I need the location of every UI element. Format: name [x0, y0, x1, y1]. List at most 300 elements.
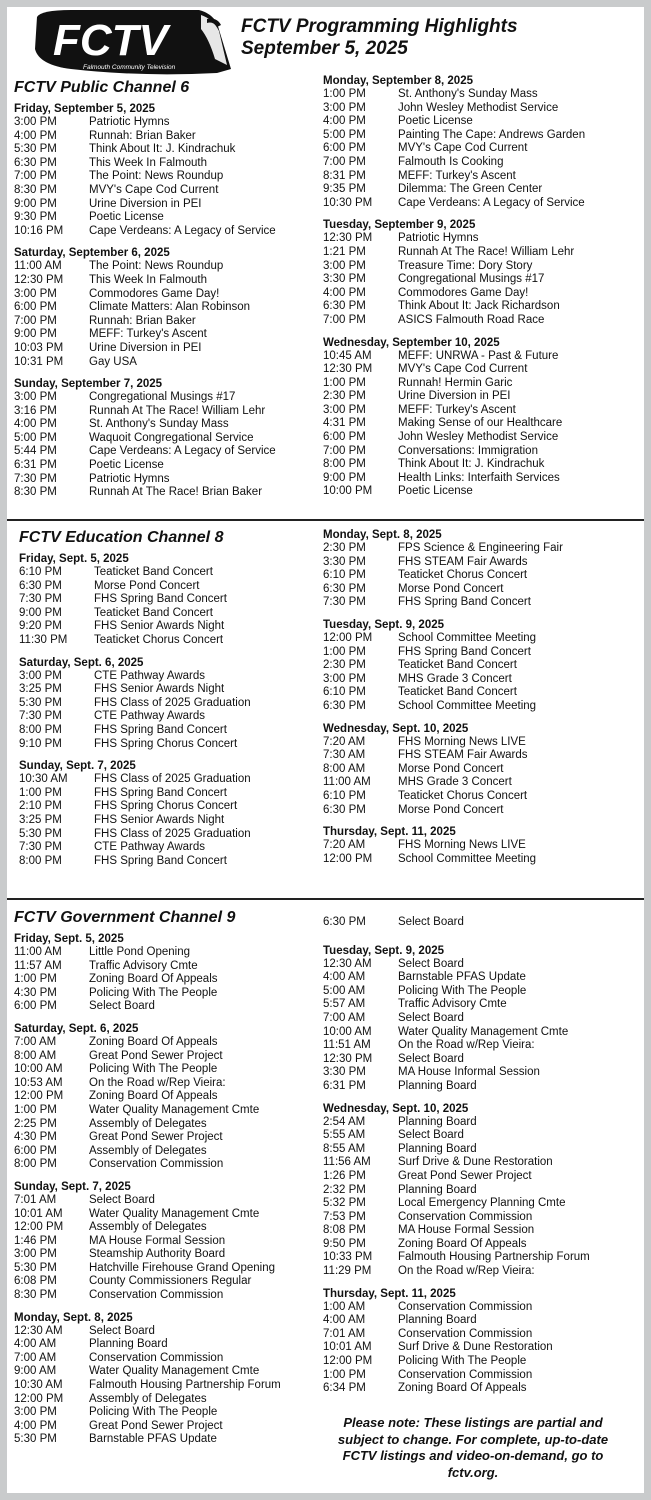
- program-title: St. Anthony's Sunday Mass: [89, 418, 229, 431]
- program-title: FHS Class of 2025 Graduation: [94, 696, 251, 709]
- program-title: Gay USA: [89, 355, 137, 368]
- schedule-row: [323, 673, 641, 687]
- schedule-row: [14, 405, 319, 419]
- program-title: FHS Spring Band Concert: [94, 854, 227, 867]
- schedule-row: [323, 1251, 641, 1265]
- day-heading: Monday, September 8, 2025: [323, 75, 473, 87]
- schedule-row: [323, 431, 641, 445]
- program-title: Morse Pond Concert: [398, 762, 504, 775]
- air-time: 4:00 AM: [323, 971, 366, 984]
- program-title: Making Sense of our Healthcare: [398, 417, 563, 430]
- channel9-right-continued: [323, 916, 641, 930]
- program-title: Patriotic Hymns: [398, 232, 479, 245]
- air-time: 12:30 PM: [323, 1052, 373, 1065]
- air-time: 3:25 PM: [19, 813, 62, 826]
- program-title: Select Board: [398, 1011, 464, 1024]
- schedule-row: [323, 260, 641, 274]
- schedule-row: [14, 260, 319, 274]
- program-title: Morse Pond Concert: [94, 579, 200, 592]
- program-title: MEFF: Turkey's Ascent: [89, 328, 207, 341]
- air-time: 8:30 PM: [14, 1289, 57, 1302]
- program-title: On the Road w/Rep Vieira:: [89, 1076, 226, 1089]
- program-title: Runnah At The Race! William Lehr: [398, 245, 575, 258]
- channel9-left-list: [14, 932, 319, 1447]
- air-time: 5:30 PM: [14, 143, 57, 156]
- schedule-row: [323, 1184, 641, 1198]
- schedule-row: [323, 1129, 641, 1143]
- air-time: 9:00 PM: [19, 606, 62, 619]
- schedule-row: [323, 853, 641, 867]
- program-title: Water Quality Management Cmte: [89, 1207, 260, 1220]
- schedule-row: [14, 1131, 319, 1145]
- schedule-row: [19, 841, 319, 855]
- air-time: 1:00 PM: [14, 973, 57, 986]
- program-title: FHS Spring Band Concert: [94, 723, 227, 736]
- schedule-row: [323, 1224, 641, 1238]
- air-time: 6:10 PM: [323, 569, 366, 582]
- program-title: ASICS Falmouth Road Race: [398, 313, 545, 326]
- air-time: 7:01 AM: [14, 1193, 57, 1206]
- air-time: 10:31 PM: [14, 355, 64, 368]
- air-time: 10:16 PM: [14, 224, 64, 237]
- program-title: Planning Board: [398, 1079, 477, 1092]
- air-time: 6:10 PM: [323, 789, 366, 802]
- schedule-row: [14, 157, 319, 171]
- air-time: 7:00 AM: [14, 1351, 57, 1364]
- air-time: 3:00 PM: [323, 259, 366, 272]
- schedule-row: [19, 620, 319, 634]
- section-divider: [7, 898, 644, 900]
- program-title: FHS STEAM Fair Awards: [398, 749, 528, 762]
- air-time: 5:57 AM: [323, 998, 366, 1011]
- program-title: Urine Diversion in PEI: [89, 197, 202, 210]
- air-time: 12:30 PM: [323, 363, 373, 376]
- section-divider: [7, 519, 644, 521]
- schedule-row: [14, 1248, 319, 1262]
- air-time: 3:00 PM: [19, 669, 62, 682]
- air-time: 7:00 PM: [323, 155, 366, 168]
- schedule-row: [14, 328, 319, 342]
- air-time: 10:30 AM: [14, 1379, 63, 1392]
- schedule-page: [7, 7, 644, 1493]
- schedule-row: [323, 763, 641, 777]
- air-time: 12:00 PM: [323, 852, 373, 865]
- channel9-right-list: [323, 944, 641, 1396]
- schedule-row: [323, 1328, 641, 1342]
- air-time: 3:30 PM: [323, 1066, 366, 1079]
- program-title: CTE Pathway Awards: [94, 669, 206, 682]
- schedule-row: [323, 686, 641, 700]
- program-title: Assembly of Delegates: [89, 1392, 207, 1405]
- schedule-row: [14, 130, 319, 144]
- air-time: 5:55 AM: [323, 1129, 366, 1142]
- schedule-row: [14, 1000, 319, 1014]
- day-heading: Saturday, September 6, 2025: [14, 247, 170, 260]
- schedule-row: [323, 659, 641, 673]
- program-title: FPS Science & Engineering Fair: [398, 542, 563, 554]
- program-title: Think About It: Jack Richardson: [398, 300, 560, 313]
- schedule-row: [323, 1026, 641, 1040]
- channel8-left: [19, 528, 319, 868]
- air-time: 12:00 PM: [14, 1392, 64, 1405]
- program-title: Teaticket Chorus Concert: [94, 633, 224, 646]
- program-title: MVY's Cape Cod Current: [398, 363, 528, 376]
- schedule-row: [19, 593, 319, 607]
- schedule-row: [14, 1118, 319, 1132]
- air-time: 6:10 PM: [323, 686, 366, 699]
- schedule-row: [14, 211, 319, 225]
- program-title: FHS Spring Chorus Concert: [94, 800, 238, 813]
- air-time: 4:00 PM: [14, 129, 57, 142]
- schedule-row: [323, 1012, 641, 1026]
- schedule-row: [19, 773, 319, 787]
- program-title: Patriotic Hymns: [89, 472, 170, 485]
- program-title: Planning Board: [398, 1183, 477, 1196]
- program-title: Cape Verdeans: A Legacy of Service: [398, 196, 585, 209]
- air-time: 1:00 PM: [323, 1368, 366, 1381]
- program-title: Select Board: [89, 1193, 155, 1206]
- air-time: 2:32 PM: [323, 1183, 366, 1196]
- program-title: FHS Spring Band Concert: [398, 645, 531, 658]
- schedule-row: [323, 232, 641, 246]
- schedule-row: [14, 1145, 319, 1159]
- schedule-row: [323, 300, 641, 314]
- program-title: Congregational Musings #17: [398, 273, 545, 286]
- schedule-row: [323, 1039, 641, 1053]
- program-title: Zoning Board Of Appeals: [89, 1090, 218, 1103]
- program-title: Policing With The People: [398, 1355, 527, 1368]
- schedule-row: [14, 1194, 319, 1208]
- schedule-row: [14, 1275, 319, 1289]
- schedule-row: [14, 486, 319, 500]
- program-title: CTE Pathway Awards: [94, 841, 206, 854]
- program-title: Barnstable PFAS Update: [398, 971, 526, 984]
- air-time: 8:30 PM: [14, 486, 57, 499]
- program-title: Select Board: [398, 1129, 464, 1142]
- air-time: 12:00 PM: [323, 1355, 373, 1368]
- schedule-row: [14, 987, 319, 1001]
- schedule-row: [323, 485, 641, 499]
- channel9-right: [323, 916, 641, 1396]
- schedule-row: [14, 225, 319, 239]
- schedule-row: [19, 787, 319, 801]
- schedule-row: [14, 1208, 319, 1222]
- schedule-row: [323, 1341, 641, 1355]
- air-time: 11:51 AM: [323, 1039, 371, 1052]
- schedule-row: [323, 1170, 641, 1184]
- air-time: 7:00 PM: [323, 444, 366, 457]
- air-time: 7:01 AM: [323, 1327, 366, 1340]
- air-time: 7:30 PM: [19, 593, 62, 606]
- air-time: 2:25 PM: [14, 1117, 57, 1130]
- program-title: Local Emergency Planning Cmte: [398, 1197, 566, 1210]
- schedule-row: [14, 170, 319, 184]
- schedule-row: [323, 183, 641, 197]
- program-title: Conservation Commission: [398, 1300, 533, 1313]
- day-heading: Friday, Sept. 5, 2025: [19, 553, 129, 565]
- air-time: 11:00 AM: [323, 776, 371, 789]
- air-time: 12:00 PM: [323, 631, 373, 644]
- air-time: 9:00 PM: [14, 197, 57, 210]
- program-title: Conservation Commission: [398, 1368, 533, 1381]
- channel6-title: FCTV Public Channel 6: [14, 79, 190, 96]
- schedule-row: [14, 274, 319, 288]
- air-time: 2:30 PM: [323, 542, 366, 554]
- air-time: 3:00 PM: [323, 101, 366, 114]
- air-time: 3:00 PM: [14, 1248, 57, 1261]
- schedule-row: [14, 1433, 319, 1447]
- program-title: Teaticket Band Concert: [398, 659, 517, 672]
- air-time: 12:00 PM: [14, 1090, 64, 1103]
- logo-text: FCTV: [53, 16, 168, 65]
- air-time: 10:00 AM: [14, 1063, 63, 1076]
- program-title: Conservation Commission: [89, 1158, 224, 1171]
- program-title: FHS Morning News LIVE: [398, 839, 526, 852]
- program-title: County Commissioners Regular: [89, 1275, 252, 1288]
- schedule-row: [323, 1066, 641, 1080]
- air-time: 6:00 PM: [14, 1144, 57, 1157]
- program-title: School Committee Meeting: [398, 699, 537, 712]
- program-title: Think About It: J. Kindrachuk: [398, 458, 545, 471]
- schedule-row: [19, 855, 319, 869]
- day-heading: Thursday, Sept. 11, 2025: [323, 826, 456, 839]
- schedule-row: [323, 314, 641, 328]
- air-time: 5:30 PM: [19, 696, 62, 709]
- program-title: FHS Spring Band Concert: [94, 593, 227, 606]
- schedule-row: [14, 1420, 319, 1434]
- program-title: FHS Spring Band Concert: [94, 786, 227, 799]
- program-title: Runnah At The Race! William Lehr: [89, 404, 266, 417]
- schedule-row: [14, 1338, 319, 1352]
- program-title: Water Quality Management Cmte: [398, 1025, 569, 1038]
- schedule-row: [323, 197, 641, 211]
- program-title: FHS Senior Awards Night: [94, 620, 225, 633]
- air-time: 11:57 AM: [14, 959, 62, 972]
- schedule-row: [323, 998, 641, 1012]
- program-title: Select Board: [89, 1324, 155, 1337]
- air-time: 9:30 PM: [14, 211, 57, 224]
- air-time: 7:30 PM: [323, 596, 366, 609]
- schedule-row: [14, 1325, 319, 1339]
- program-title: MA House Formal Session: [398, 1224, 535, 1237]
- schedule-row: [323, 958, 641, 972]
- air-time: 2:54 AM: [323, 1115, 366, 1128]
- schedule-row: [323, 1369, 641, 1383]
- program-title: St. Anthony's Sunday Mass: [398, 88, 538, 100]
- program-title: Assembly of Delegates: [89, 1144, 207, 1157]
- air-time: 5:00 PM: [14, 431, 57, 444]
- air-time: 1:21 PM: [323, 245, 366, 258]
- program-title: Runnah! Hermin Garic: [398, 376, 513, 389]
- air-time: 4:00 PM: [14, 1419, 57, 1432]
- schedule-row: [14, 1050, 319, 1064]
- schedule-row: [323, 971, 641, 985]
- program-title: School Committee Meeting: [398, 852, 537, 865]
- listing-note: Please note: These listings are partial and subject to change. For complete, up-to-date FCTV listings and video-on-demand, go to fctv.org.: [337, 1415, 609, 1480]
- air-time: 8:00 AM: [323, 762, 366, 775]
- program-title: Painting The Cape: Andrews Garden: [398, 128, 586, 141]
- program-title: Falmouth Housing Partnership Forum: [89, 1379, 281, 1392]
- schedule-row: [19, 607, 319, 621]
- air-time: 6:30 PM: [323, 803, 366, 816]
- air-time: 7:53 PM: [323, 1210, 366, 1223]
- schedule-row: [19, 566, 319, 580]
- program-title: Select Board: [398, 957, 464, 970]
- program-title: Poetic License: [398, 485, 473, 498]
- schedule-row: [323, 273, 641, 287]
- air-time: 3:00 PM: [14, 116, 57, 128]
- schedule-row: [323, 1238, 641, 1252]
- program-title: Water Quality Management Cmte: [89, 1365, 260, 1378]
- schedule-row: [14, 1063, 319, 1077]
- schedule-row: [323, 1355, 641, 1369]
- air-time: 12:30 PM: [14, 273, 64, 286]
- program-title: Zoning Board Of Appeals: [89, 1035, 218, 1048]
- program-title: FHS Morning News LIVE: [398, 735, 526, 748]
- day-heading: Saturday, Sept. 6, 2025: [14, 1022, 139, 1035]
- air-time: 9:10 PM: [19, 737, 62, 750]
- program-title: Treasure Time: Dory Story: [398, 259, 533, 272]
- channel8-right: [323, 528, 641, 866]
- air-time: 7:30 PM: [19, 710, 62, 723]
- program-title: Dilemma: The Green Center: [398, 183, 543, 196]
- air-time: 3:00 PM: [323, 403, 366, 416]
- air-time: 11:29 PM: [323, 1265, 372, 1278]
- program-title: Policing With The People: [398, 984, 527, 997]
- day-heading: Wednesday, September 10, 2025: [323, 336, 500, 349]
- air-time: 1:00 PM: [323, 88, 366, 100]
- program-title: Congregational Musings #17: [89, 391, 236, 404]
- program-title: Select Board: [398, 1052, 464, 1065]
- program-title: Policing With The People: [89, 1063, 218, 1076]
- channel9-left: [14, 908, 319, 1447]
- schedule-row: [323, 1301, 641, 1315]
- air-time: 9:00 PM: [323, 471, 366, 484]
- schedule-row: [14, 1090, 319, 1104]
- schedule-row: [14, 116, 319, 130]
- program-title: Runnah: Brian Baker: [89, 314, 196, 327]
- program-title: MA House Informal Session: [398, 1066, 540, 1079]
- program-title: School Committee Meeting: [398, 631, 537, 644]
- air-time: 3:00 PM: [14, 1406, 57, 1419]
- schedule-row: [14, 1235, 319, 1249]
- schedule-row: [14, 1406, 319, 1420]
- schedule-row: [323, 246, 641, 260]
- program-title: Urine Diversion in PEI: [89, 341, 202, 354]
- air-time: 4:00 AM: [323, 1314, 366, 1327]
- schedule-row: [19, 683, 319, 697]
- program-title: Conservation Commission: [89, 1289, 224, 1302]
- schedule-row: [323, 417, 641, 431]
- air-time: 6:00 PM: [14, 1000, 57, 1013]
- schedule-row: [323, 458, 641, 472]
- program-title: Patriotic Hymns: [89, 116, 170, 128]
- program-title: Runnah At The Race! Brian Baker: [89, 486, 263, 499]
- air-time: 12:30 PM: [323, 232, 373, 245]
- program-title: MVY's Cape Cod Current: [398, 142, 528, 155]
- title-line-1: FCTV Programming Highlights: [241, 16, 518, 37]
- program-title: MVY's Cape Cod Current: [89, 183, 219, 196]
- schedule-row: [14, 1393, 319, 1407]
- day-heading: Tuesday, Sept. 9, 2025: [323, 944, 445, 957]
- schedule-row: [323, 1265, 641, 1279]
- program-title: MEFF: Turkey's Ascent: [398, 169, 516, 182]
- schedule-row: [14, 432, 319, 446]
- program-title: Health Links: Interfaith Services: [398, 471, 560, 484]
- air-time: 5:00 AM: [323, 984, 366, 997]
- air-time: 5:44 PM: [14, 445, 57, 458]
- air-time: 6:10 PM: [19, 566, 62, 578]
- program-title: FHS STEAM Fair Awards: [398, 555, 528, 568]
- program-title: Runnah: Brian Baker: [89, 129, 196, 142]
- air-time: 4:00 PM: [14, 418, 57, 431]
- schedule-row: [14, 1036, 319, 1050]
- air-time: 7:30 AM: [323, 749, 366, 762]
- air-time: 6:30 PM: [323, 582, 366, 595]
- schedule-row: [19, 724, 319, 738]
- air-time: 4:00 PM: [323, 286, 366, 299]
- program-title: Little Pond Opening: [89, 946, 191, 958]
- channel6-right: [323, 74, 641, 499]
- schedule-row: [14, 960, 319, 974]
- schedule-row: [323, 583, 641, 597]
- air-time: 11:00 AM: [14, 946, 62, 958]
- air-time: 1:00 PM: [323, 376, 366, 389]
- program-title: Urine Diversion in PEI: [398, 390, 511, 403]
- program-title: Select Board: [89, 1000, 155, 1013]
- air-time: 2:30 PM: [323, 390, 366, 403]
- schedule-row: [323, 1197, 641, 1211]
- air-time: 5:00 PM: [323, 128, 366, 141]
- program-title: On the Road w/Rep Vieira:: [398, 1265, 535, 1278]
- air-time: 6:30 PM: [323, 916, 366, 928]
- program-title: FHS Senior Awards Night: [94, 683, 225, 696]
- program-title: Steamship Authority Board: [89, 1248, 226, 1261]
- program-title: Poetic License: [89, 211, 164, 224]
- schedule-row: [323, 804, 641, 818]
- program-title: FHS Spring Chorus Concert: [94, 737, 238, 750]
- program-title: This Week In Falmouth: [89, 273, 208, 286]
- program-title: Zoning Board Of Appeals: [398, 1237, 527, 1250]
- air-time: 6:31 PM: [323, 1079, 366, 1092]
- air-time: 6:08 PM: [14, 1275, 57, 1288]
- air-time: 10:00 AM: [323, 1025, 372, 1038]
- program-title: John Wesley Methodist Service: [398, 101, 559, 114]
- program-title: FHS Class of 2025 Graduation: [94, 773, 251, 786]
- program-title: Poetic License: [398, 115, 473, 128]
- air-time: 7:00 PM: [14, 170, 57, 183]
- schedule-row: [323, 736, 641, 750]
- schedule-row: [323, 916, 641, 930]
- schedule-row: [323, 556, 641, 570]
- schedule-row: [323, 749, 641, 763]
- schedule-row: [19, 800, 319, 814]
- program-title: Morse Pond Concert: [398, 582, 504, 595]
- air-time: 11:30 PM: [19, 633, 68, 646]
- schedule-row: [14, 198, 319, 212]
- day-heading: Saturday, Sept. 6, 2025: [19, 656, 144, 669]
- page-title: [241, 16, 518, 60]
- day-heading: Wednesday, Sept. 10, 2025: [323, 1102, 469, 1115]
- schedule-row: [19, 580, 319, 594]
- schedule-row: [323, 596, 641, 610]
- air-time: 6:30 PM: [323, 300, 366, 313]
- air-time: 6:34 PM: [323, 1382, 366, 1395]
- schedule-row: [323, 1116, 641, 1130]
- schedule-row: [323, 1382, 641, 1396]
- air-time: 10:01 AM: [14, 1207, 63, 1220]
- schedule-row: [14, 143, 319, 157]
